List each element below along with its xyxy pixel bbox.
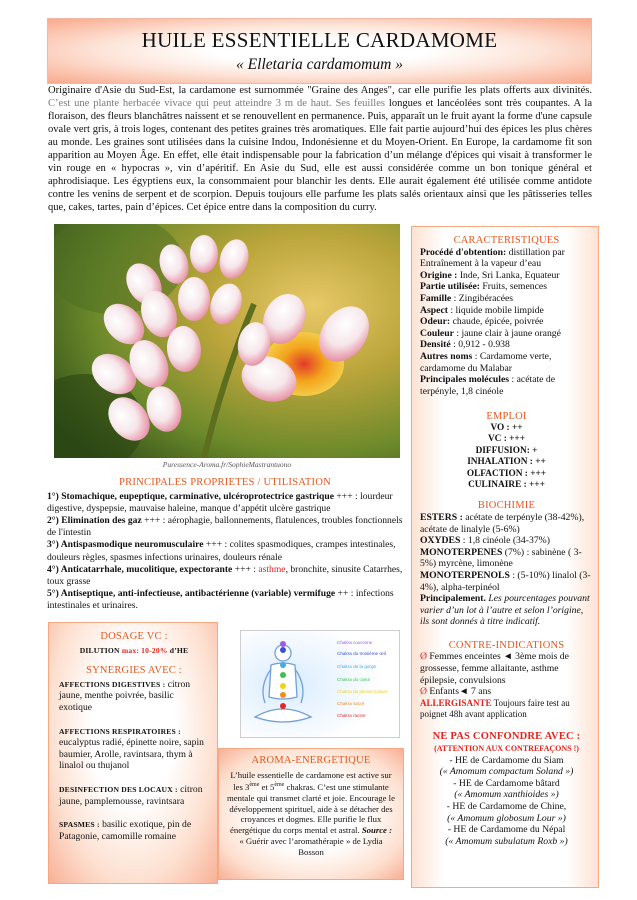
property-text: +++ : lourdeur digestive, dyspepsie, mauvaise haleine, manque d’appétit ulcère gastrique [47, 491, 393, 515]
characteristic-row [420, 293, 593, 305]
row-label: Procédé d'obtention: [420, 246, 507, 258]
row-value: : Cardamome verte, cardamome du Malabar [420, 350, 552, 374]
row-label: Couleur [420, 327, 454, 339]
characteristic-row [420, 247, 593, 270]
confondre-item: - HE de Cardamome de Chine, [446, 801, 567, 812]
property-text-highlight: asthme [258, 563, 286, 575]
chakra-label: Chakra racine [337, 713, 366, 718]
characteristic-row [420, 351, 593, 374]
confondre-list [420, 755, 593, 848]
characteristic-row [420, 270, 593, 282]
emploi-line: VO : ++ [490, 422, 523, 433]
characteristic-row [420, 281, 593, 293]
property-item [47, 588, 403, 612]
characteristic-row [420, 339, 593, 351]
aroma-superscript: ème [274, 782, 285, 789]
emploi-line: DIFFUSION: + [475, 445, 538, 456]
synergy-item [59, 726, 209, 772]
row-label: Origine : [420, 269, 458, 281]
biochimie-heading: BIOCHIMIE [477, 500, 536, 512]
emploi-heading: EMPLOI [486, 411, 527, 423]
latin-name: « Elletaria cardamomum » [236, 56, 403, 73]
allergisante-note [420, 698, 593, 720]
row-value: acétate de terpényle (38-42%), acétate de linalyle (5-6%) [420, 511, 585, 535]
biochimie-row [420, 512, 593, 535]
chakra-label: Chakra du cœur [337, 677, 371, 682]
property-item [47, 491, 403, 515]
characteristics-heading: CARACTERISTIQUES [453, 235, 560, 246]
synergies-heading: SYNERGIES AVEC : [86, 665, 182, 677]
aroma-heading: AROMA-ENERGETIQUE [251, 755, 371, 766]
aroma-panel [218, 748, 404, 880]
emploi-line: OLFACTION : +++ [466, 468, 547, 479]
note-text: Les pourcentages pouvant varier d’un lot à l’autre et selon l’origine, ils sont donnés à titre indicatif. [420, 593, 590, 628]
dilution-value: max: 10-20% [121, 645, 168, 655]
aroma-superscript: ème [249, 782, 260, 789]
properties-section [47, 477, 403, 612]
row-value: : 1,8 cinéole (34-37%) [460, 535, 550, 547]
row-label: Partie utilisée: [420, 281, 480, 293]
dilution-label: DILUTION [79, 645, 122, 655]
biochimie-row [420, 547, 593, 570]
row-value: (7%) : sabinène ( 3-5%) myrcène, limonène [420, 546, 582, 570]
property-title: 2°) Elimination des gaz [47, 515, 142, 527]
aroma-text-part: et 5 [259, 782, 275, 793]
biochimie-row [420, 570, 593, 593]
property-text: +++ : aérophagie, ballonnements, flatulences, troubles fonctionnels de l'intestin [47, 515, 403, 539]
confondre-subheading: (ATTENTION AUX CONTREFAÇONS !) [434, 744, 579, 754]
property-item [47, 564, 403, 588]
synergy-item [59, 784, 209, 807]
synergy-text: citron jaune, pamplemousse, ravintsara [59, 783, 203, 807]
synergy-item [59, 819, 209, 842]
confondre-item: - HE de Cardamome bâtard [453, 777, 560, 789]
confondre-item: (« Amomum subulatum Roxb ») [445, 835, 568, 847]
chakra-dot [280, 662, 286, 668]
aroma-text-part: chakras. C’est une stimulante mentale qui transmet clarté et joie. Encourage le développement spirituel, aide à se détacher des croyances et dogmes. Elle purifie le flux énergétique du corps mental et astral. [227, 782, 395, 836]
dilution-suffix: d’HE [167, 645, 189, 655]
allergisante-label: ALLERGISANTE [420, 697, 492, 708]
cardamom-flower-photo [54, 224, 400, 458]
chakra-label: Chakra couronne [337, 640, 373, 645]
confondre-item: (« Amomum xanthioides ») [454, 789, 559, 801]
synergy-text: citron jaune, menthe poivrée, basilic exotique [59, 678, 191, 713]
row-value: : 0,912 - 0.938 [450, 339, 510, 351]
contre-heading: CONTRE-INDICATIONS [448, 639, 565, 651]
property-title: 5°) Antiseptique, anti-infectieuse, antibactérienne (variable) vermifuge [47, 587, 336, 599]
intro-text-2: C’est une plante herbacée vivace qui peut atteindre 3 m de haut. Ses feuilles [48, 98, 386, 109]
photo-caption: Puressence-Aroma.fr/SophieMastrantuono [162, 460, 292, 469]
row-value: : liquide mobile limpide [447, 304, 544, 316]
row-value: distillation par Entraînement à la vapeur d’eau [420, 246, 565, 270]
synergy-text: basilic exotique, pin de Patagonie, camomille romaine [59, 819, 192, 842]
source-label: Source : [361, 825, 392, 836]
chakra-dot [280, 672, 286, 678]
chakra-label: Chakra du troisième œil [337, 651, 386, 656]
property-text: +++ : [232, 563, 259, 575]
row-label: MONOTERPENOLS [420, 569, 510, 581]
intro-paragraph [48, 84, 592, 214]
row-label: Autres noms [420, 350, 473, 362]
row-value: : jaune clair à jaune orangé [453, 327, 561, 339]
row-label: OXYDES [420, 535, 461, 547]
confondre-item: (« Amomum compactum Soland ») [439, 766, 574, 778]
property-item [47, 515, 403, 539]
chakra-dot [280, 692, 286, 698]
biochimie-note [420, 593, 593, 628]
emploi-line: VC : +++ [487, 434, 526, 445]
row-value: chaude, épicée, poivrée [450, 316, 544, 328]
intro-text-1: Originaire d'Asie du Sud-Est, la cardamone est surnommée "Graine des Anges", car elle purifie les plats offerts aux divinités. [48, 85, 592, 96]
chakra-diagram [240, 630, 400, 738]
source-text: « Guérir avec l’aromathérapie » de Lydia Bosson [239, 835, 383, 857]
emploi-list [420, 423, 593, 491]
aroma-text [227, 770, 395, 858]
synergy-text: eucalyptus radié, épinette noire, sapin baumier, Arolle, ravintsara, thym à linalol ou thujanol [59, 737, 204, 772]
synergy-item [59, 679, 209, 714]
synergy-label: DESINFECTION DES LOCAUX : [59, 784, 178, 794]
note-label: Principalement. [420, 593, 486, 605]
contre-item [420, 686, 593, 698]
confondre-item: - HE de Cardamome du Siam [449, 754, 564, 766]
forbidden-icon: Ø [420, 651, 427, 663]
row-label: Aspect [420, 304, 448, 316]
chakra-label: Chakra du plexus solaire [337, 689, 388, 694]
property-text: , bronchite, sinusite Catarrhes, toux grasse [47, 563, 403, 587]
chakra-dot [280, 683, 286, 689]
contre-item [420, 651, 593, 686]
contre-text: Femmes enceintes ◄ 3ème mois de grossesse, femme allaitante, asthme épilepsie, convulsions [420, 651, 569, 686]
row-value: : Zingibéracées [451, 292, 514, 304]
biochimie-row [420, 535, 593, 547]
row-label: Famille [420, 292, 452, 304]
synergy-label: SPASMES : [59, 820, 100, 830]
contre-text: Enfants◄ 7 ans [427, 686, 492, 698]
row-value: Fruits, semences [479, 281, 547, 293]
property-item [47, 539, 403, 563]
property-title: 4°) Anticatarrhale, mucolitique, expectorante [47, 563, 233, 575]
page-title: HUILE ESSENTIELLE CARDAMOME [141, 28, 498, 52]
synergy-label: AFFECTIONS DIGESTIVES : [59, 679, 166, 689]
confondre-item: - HE de Cardamome du Népal [447, 824, 566, 836]
characteristic-row [420, 374, 593, 397]
synergy-label: AFFECTIONS RESPIRATOIRES : [59, 726, 181, 736]
dosage-heading: DOSAGE VC : [100, 631, 168, 642]
aroma-text-part: L’huile essentielle de cardamone est active sur les 3 [230, 769, 392, 793]
chakra-dot [280, 703, 286, 709]
characteristics-panel [411, 226, 599, 888]
property-title: 1°) Stomachique, eupeptique, carminative, ulcéroprotectrice gastrique [47, 491, 334, 503]
property-title: 3°) Antispasmodique neuromusculaire [47, 539, 204, 551]
characteristic-row [420, 305, 593, 317]
row-label: ESTERS : [420, 511, 463, 523]
emploi-line: INHALATION : ++ [467, 457, 546, 468]
row-label: Densité [420, 339, 451, 351]
row-label: MONOTERPENES [420, 546, 503, 558]
properties-heading: PRINCIPALES PROPRIETES / UTILISATION [119, 477, 331, 488]
title-box [47, 18, 592, 84]
intro-text-3: longues et lancéolées sont très coupantes. A la floraison, des fleurs blanchâtres naissent et se renouvellent en permanence. Puis, apparaît un le fruit ayant la forme d'une capsule ovale vert gris, à trois loges, contenant des petites graines très aromatiques. Elle fait partie aujourd’hui des épices les plus chères au monde. Les graines sont utilisées dans la cuisine Indou, Indonésienne et du Moyen-Orient. En Europe, la cardamome fit son apparition au Moyen Âge. En effet, elle était indispensable pour la fabrication d’un mélange d'épices qui visait à transformer le vin rouge en « hypocras », vin d’apéritif. En Asie du Sud, elle est aussi considérée comme un bon tonique général et aphrodisiaque. Les égyptiens eux, la consommaient pour blanchir les dents. Elle aurait également été utilisée comme antidote contre les venins de serpent et de scorpion. Depuis toujours elle parfume les plats salés orientaux ainsi que les pâtisseries telles que, cakes, tartes, pain d’épices. Cet épice entre dans la composition du curry. [48, 98, 592, 213]
chakra-dot [280, 647, 286, 653]
confondre-item: (« Amomum globosum Lour ») [447, 812, 566, 824]
confondre-heading: NE PAS CONFONDRE AVEC : [432, 731, 581, 743]
chakra-label: Chakra sacré [337, 701, 365, 706]
characteristic-row [420, 328, 593, 340]
characteristic-row [420, 316, 593, 328]
emploi-line: CULINAIRE : +++ [468, 479, 545, 490]
dosage-panel [48, 622, 218, 884]
property-text: ++ : infections intestinales et urinaires. [47, 587, 394, 611]
row-value: : (5-10%) linalol (3-4%), alpha-terpinéol [420, 569, 591, 593]
row-value: Inde, Sri Lanka, Equateur [457, 269, 560, 281]
row-value: : acétate de terpényle, 1,8 cinéole [420, 374, 556, 397]
row-label: Odeur: [420, 316, 451, 328]
property-text: +++ : colites spasmodiques, crampes intestinales, douleurs règles, spasmes infections urinaires, douleurs rénale [47, 539, 396, 563]
allergisante-text: Toujours faire test au poignet 48h avant application [420, 697, 570, 719]
dilution-line [59, 645, 209, 657]
chakra-dot [280, 641, 286, 647]
chakra-label: Chakra de la gorge [337, 664, 377, 669]
forbidden-icon: Ø [420, 686, 427, 698]
row-label: Principales molécules [420, 374, 510, 386]
